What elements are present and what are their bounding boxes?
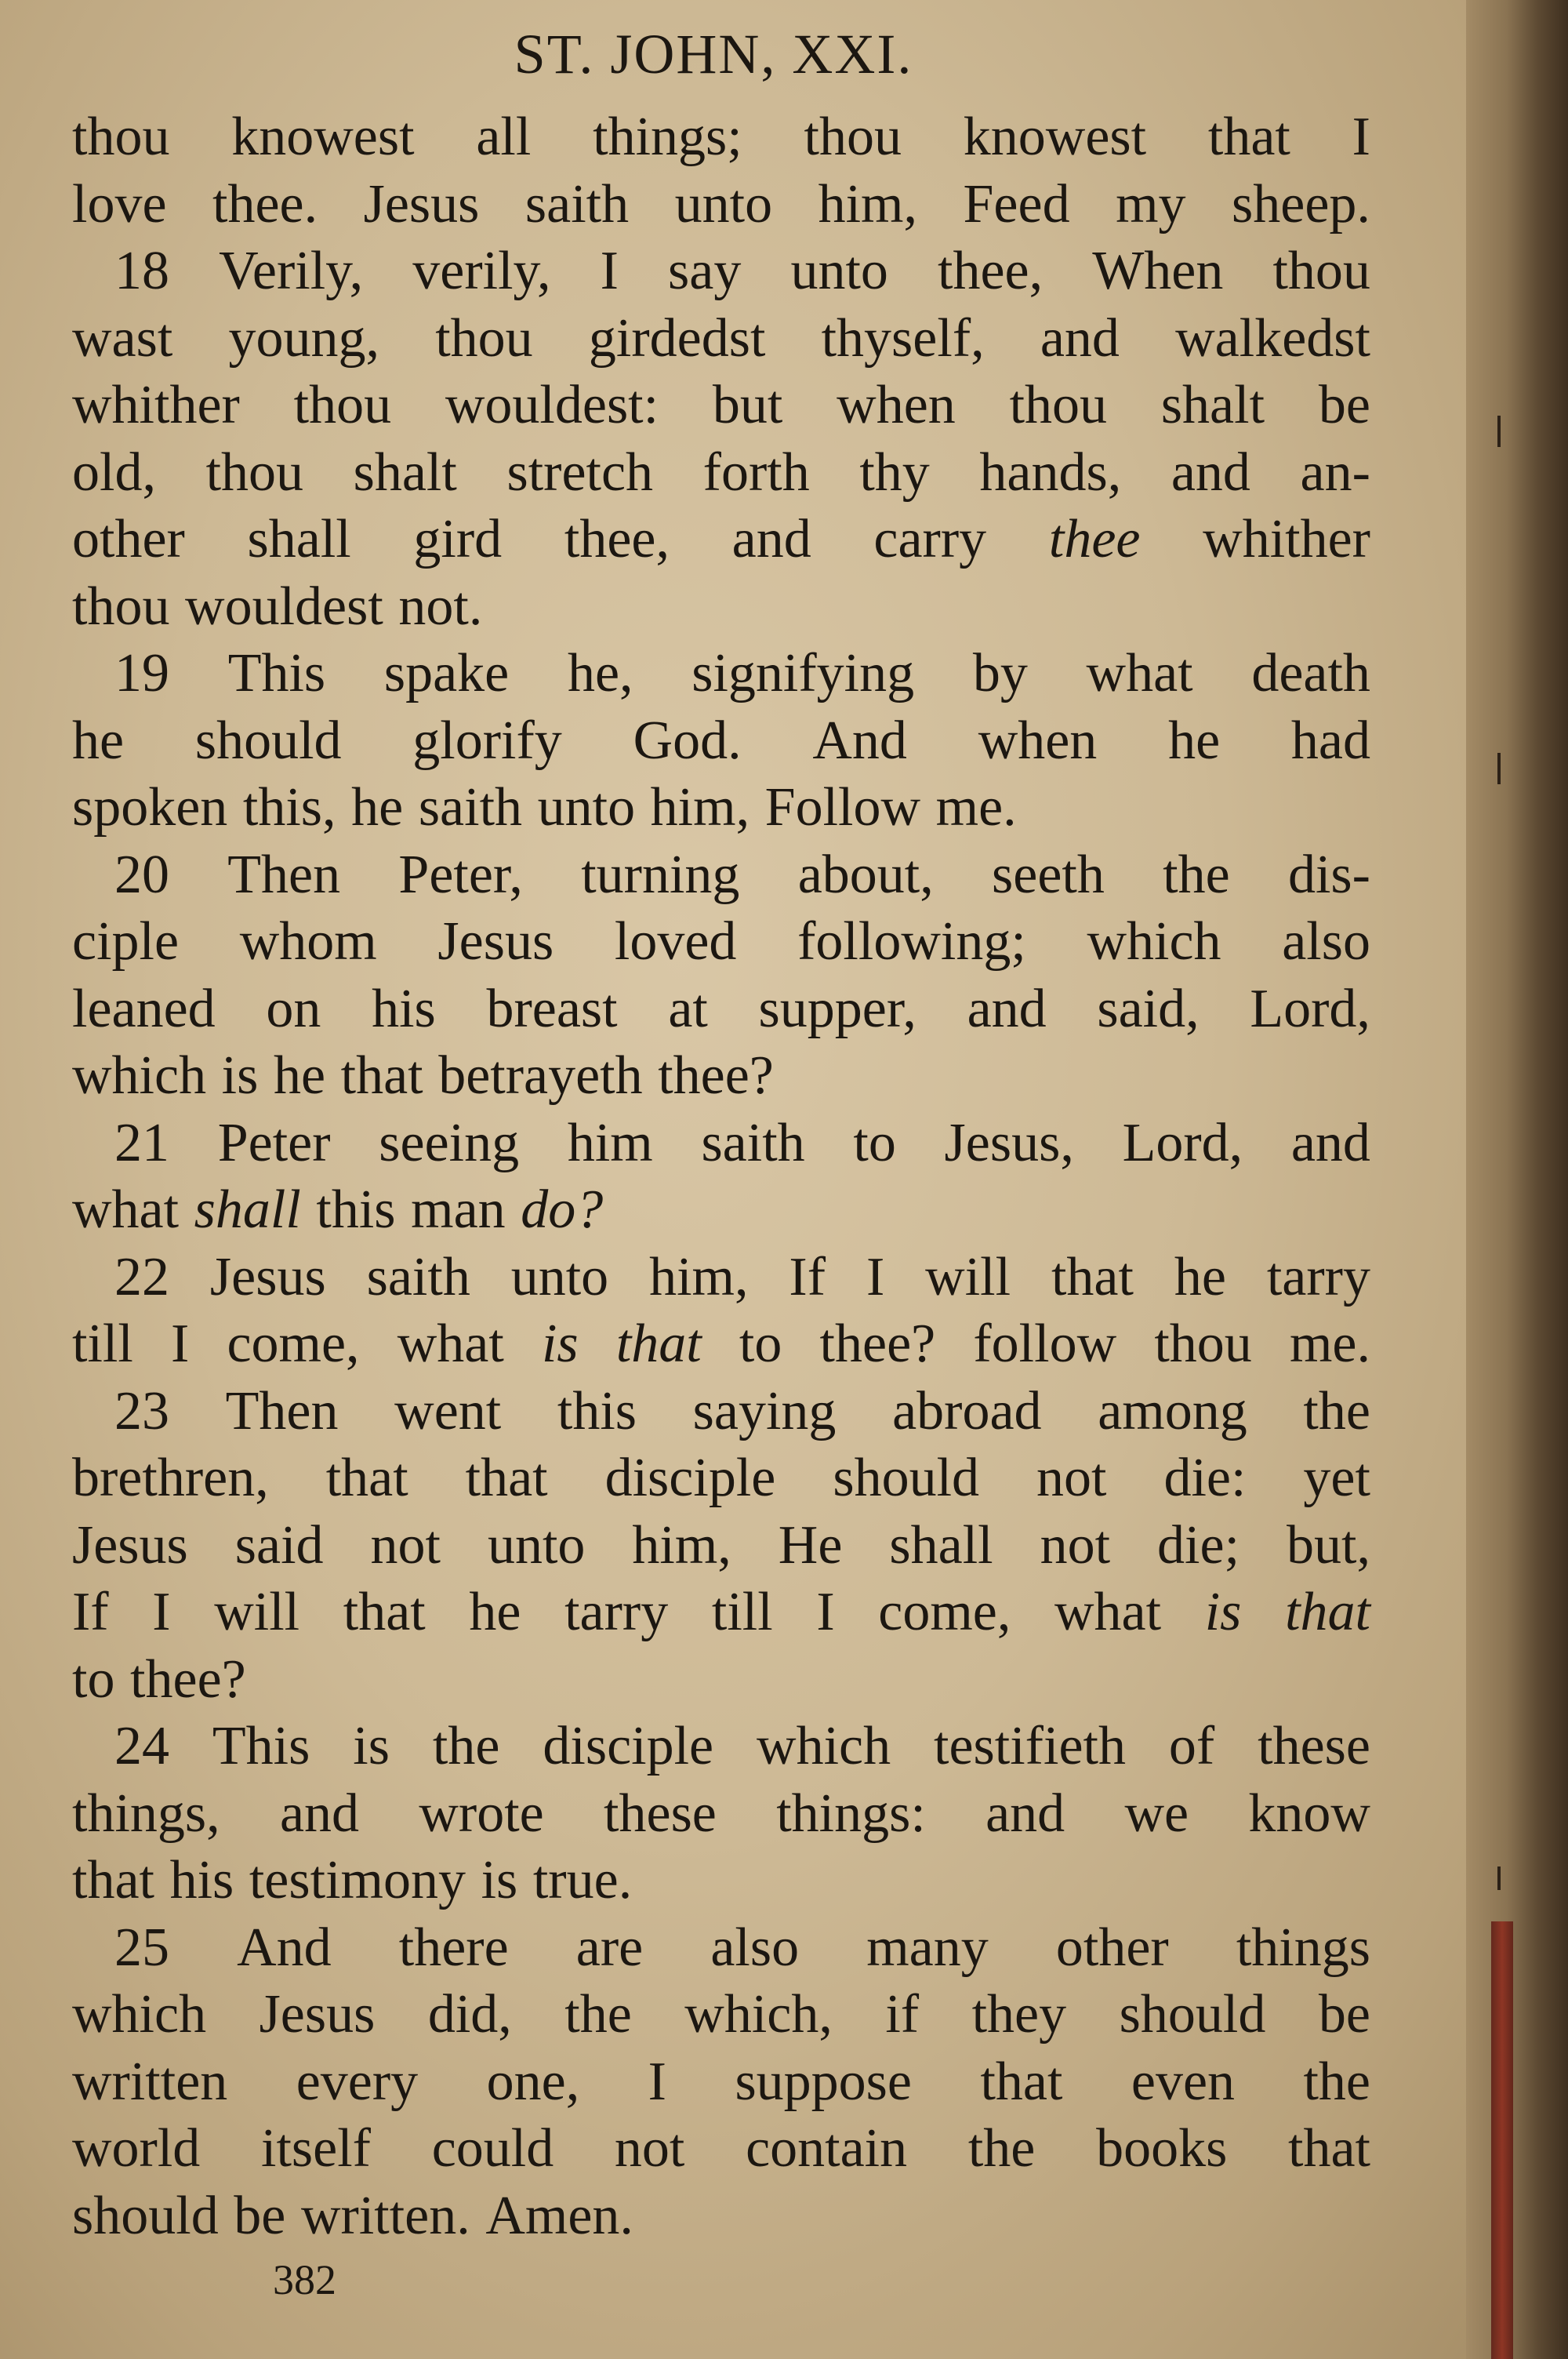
word: he (273, 1045, 326, 1106)
word: I (648, 2051, 666, 2112)
word: that (340, 1045, 423, 1106)
word: he (351, 777, 404, 838)
word: breast (486, 978, 618, 1039)
word: to (853, 1112, 896, 1173)
word: Jesus (209, 1246, 326, 1307)
word: this (316, 1180, 396, 1240)
word: know (1248, 1783, 1370, 1844)
word: death (1251, 643, 1370, 703)
word: disciple (543, 1716, 714, 1776)
word: many (866, 1917, 989, 1978)
word: brethren, (72, 1448, 269, 1508)
word: the (1163, 844, 1230, 905)
page-number: 382 (273, 2256, 336, 2303)
word: could (431, 2118, 554, 2179)
word: till (711, 1582, 773, 1642)
text-line (72, 1378, 1370, 1445)
word: verily, (412, 241, 551, 301)
word: wouldest (185, 576, 383, 637)
word: tarry (1266, 1246, 1370, 1307)
word: testifieth (934, 1716, 1126, 1776)
word: ciple (72, 911, 180, 972)
word: Lord, (1122, 1112, 1243, 1173)
word: glorify (412, 710, 562, 771)
word: he, (567, 643, 633, 703)
word: shalt (1160, 375, 1265, 435)
word: disciple (604, 1448, 776, 1508)
word: him, (649, 1246, 749, 1307)
word: that (72, 1850, 154, 1910)
word: testimony (249, 1850, 466, 1910)
word: among (1098, 1380, 1247, 1441)
text-line (72, 104, 1370, 171)
word: this, (242, 777, 336, 838)
word: should (1119, 1984, 1266, 2045)
word: Jesus (72, 1514, 188, 1576)
word: and (1040, 307, 1120, 369)
word: loved (614, 911, 737, 972)
word: will (925, 1246, 1011, 1307)
word: Lord, (1250, 978, 1370, 1039)
word: 21 (114, 1112, 169, 1173)
word: thou (293, 375, 392, 435)
word: every (296, 2051, 419, 2112)
word: Follow (764, 777, 921, 838)
word: me. (1289, 1314, 1370, 1374)
word: books (1096, 2118, 1228, 2179)
word: Feed (963, 173, 1070, 234)
word: spoken (72, 777, 228, 838)
word: Then (225, 1380, 339, 1441)
word: saith (418, 777, 523, 838)
word: to (739, 1314, 782, 1374)
text-line (72, 238, 1370, 305)
word: that (1207, 107, 1290, 167)
word: If (72, 1582, 109, 1642)
word: he (72, 710, 125, 771)
word: is (541, 1314, 579, 1374)
word: I (816, 1582, 835, 1642)
word: did, (427, 1984, 512, 2045)
word: follow (973, 1314, 1117, 1374)
text-line (72, 171, 1370, 238)
word: but, (1287, 1514, 1370, 1576)
word: he (1174, 1246, 1226, 1307)
text-line (72, 1780, 1370, 1848)
word: thyself, (821, 307, 985, 369)
word: dis- (1287, 844, 1370, 905)
word: unto (487, 1514, 586, 1576)
word: if (885, 1984, 920, 2045)
word: I (152, 1582, 171, 1642)
word: thou (1272, 241, 1370, 301)
word: me. (935, 777, 1017, 838)
running-head: ST. JOHN, XXI. (514, 23, 913, 85)
word: till (72, 1314, 133, 1374)
word: thee? (130, 1648, 246, 1710)
word: should (72, 2185, 219, 2246)
word: not (1040, 1514, 1111, 1576)
word: 20 (114, 844, 169, 905)
word: unto (674, 173, 773, 234)
word: that (1285, 1582, 1370, 1642)
edge-mark (1497, 1866, 1501, 1890)
text-line (72, 1310, 1370, 1378)
text-line (72, 774, 1370, 841)
word: come, (227, 1314, 360, 1374)
word: which (72, 1045, 207, 1106)
word: thee. (212, 173, 318, 234)
word: knowest (231, 107, 415, 167)
text-line (72, 1981, 1370, 2048)
word: I (170, 1314, 190, 1374)
text-line (72, 2048, 1370, 2116)
word: wouldest: (445, 375, 659, 435)
word: say (668, 241, 742, 301)
word: thou (435, 307, 533, 369)
word: that (980, 2051, 1063, 2112)
word: thee, (564, 509, 670, 569)
word: what (72, 1180, 180, 1240)
word: which (72, 1984, 207, 2045)
word: following; (797, 911, 1026, 972)
word: the (1303, 1380, 1370, 1441)
text-line (72, 1512, 1370, 1579)
word: shall (194, 1180, 301, 1240)
word: not. (398, 576, 483, 637)
word: supper, (758, 978, 916, 1039)
word: we (1124, 1783, 1189, 1844)
word: which (1087, 911, 1221, 972)
word: come, (878, 1582, 1011, 1642)
text-line (72, 1579, 1370, 1646)
word: Peter, (398, 844, 523, 905)
word: that (465, 1448, 548, 1508)
word: what (1086, 643, 1193, 703)
word: seeth (992, 844, 1105, 905)
word: that (1051, 1246, 1134, 1307)
word: young, (228, 307, 380, 369)
word: thou (1154, 1314, 1252, 1374)
word: shall (889, 1514, 993, 1576)
word: things, (72, 1783, 220, 1844)
word: these (604, 1783, 717, 1844)
word: had (1290, 710, 1370, 771)
word: saith (524, 173, 630, 234)
word: carry (873, 509, 987, 569)
word: thee? (658, 1045, 774, 1106)
word: and (1171, 442, 1250, 503)
word: seeing (379, 1112, 520, 1173)
word: wast (72, 307, 173, 369)
word: yet (1303, 1448, 1370, 1508)
word: whither (1203, 509, 1370, 569)
word: when (837, 375, 956, 435)
word: whither (72, 375, 240, 435)
word: things (1236, 1917, 1370, 1978)
text-line (72, 1445, 1370, 1512)
word: shalt (353, 442, 457, 503)
word: is (481, 1850, 518, 1910)
word: world (72, 2118, 201, 2179)
word: the (967, 2118, 1036, 2179)
word: 23 (114, 1380, 169, 1441)
word: unto (510, 1246, 609, 1307)
word: spake (383, 643, 510, 703)
word: thou (205, 442, 304, 503)
word: die; (1157, 1514, 1240, 1576)
word: even (1131, 2051, 1236, 2112)
text-line (72, 1847, 1370, 1914)
word: sheep. (1232, 173, 1370, 234)
text-line (72, 1176, 1370, 1244)
word: and (967, 978, 1047, 1039)
word: thou (72, 107, 170, 167)
word: be (1318, 375, 1370, 435)
word: be (1318, 1984, 1370, 2045)
text-line (72, 1110, 1370, 1177)
word: is (1204, 1582, 1242, 1642)
word: unto (790, 241, 888, 301)
word: and (731, 509, 811, 569)
word: I (866, 1246, 885, 1307)
word: should (194, 710, 342, 771)
word: that (615, 1314, 702, 1374)
word: things; (593, 107, 742, 167)
word: I (1352, 107, 1370, 167)
word: do? (521, 1180, 604, 1240)
word: suppose (735, 2051, 912, 2112)
word: at (668, 978, 708, 1039)
word: die: (1163, 1448, 1247, 1508)
word: which, (684, 1984, 833, 2045)
word: 25 (114, 1917, 169, 1978)
word: turning (581, 844, 740, 905)
word: of (1168, 1716, 1215, 1776)
text-line (72, 1914, 1370, 1982)
text-line (72, 573, 1370, 641)
word: old, (72, 442, 156, 503)
word: Jesus, (944, 1112, 1074, 1173)
word: 22 (114, 1246, 169, 1307)
word: went (394, 1380, 502, 1441)
word: true. (532, 1850, 633, 1910)
word: not (1036, 1448, 1107, 1508)
word: 19 (114, 643, 169, 703)
word: he (1168, 710, 1221, 771)
word: on (266, 978, 321, 1039)
word: that (325, 1448, 408, 1508)
word: And (812, 710, 907, 771)
word: are (575, 1917, 644, 1978)
word: And (237, 1917, 332, 1978)
word: what (1054, 1582, 1162, 1642)
word: thou (1009, 375, 1108, 435)
word: If (789, 1246, 826, 1307)
word: also (710, 1917, 800, 1978)
word: his (169, 1850, 234, 1910)
word: 24 (114, 1716, 169, 1776)
book-gutter (1466, 0, 1568, 2359)
word: knowest (963, 107, 1147, 167)
edge-mark (1497, 416, 1501, 447)
text-line (72, 506, 1370, 573)
text-line (72, 439, 1370, 507)
word: God. (633, 710, 742, 771)
word: him (567, 1112, 653, 1173)
word: him, (632, 1514, 731, 1576)
word: man (411, 1180, 506, 1240)
word: written. (300, 2185, 470, 2246)
word: Jesus (259, 1984, 376, 2045)
word: When (1092, 241, 1224, 301)
word: my (1116, 173, 1186, 234)
word: This (212, 1716, 310, 1776)
word: and (279, 1783, 360, 1844)
word: Jesus (437, 911, 554, 972)
word: walkedst (1175, 307, 1370, 369)
word: saying (692, 1380, 837, 1441)
word: this (557, 1380, 637, 1441)
text-line (72, 908, 1370, 976)
word: leaned (72, 978, 216, 1039)
word: gird (413, 509, 503, 569)
text-line (72, 305, 1370, 373)
word: he (469, 1582, 521, 1642)
text-line (72, 640, 1370, 707)
word: him, (818, 173, 917, 234)
text-line (72, 1042, 1370, 1110)
word: love (72, 173, 167, 234)
edge-mark (1497, 753, 1501, 784)
word: Then (227, 844, 341, 905)
word: an- (1300, 442, 1370, 503)
word: written (72, 2051, 228, 2112)
word: signifying (691, 643, 915, 703)
word: saith (366, 1246, 470, 1307)
word: one, (486, 2051, 580, 2112)
word: but (712, 375, 783, 435)
word: thy (859, 442, 930, 503)
text-line (72, 707, 1370, 775)
word: This (227, 643, 326, 703)
word: thee, (938, 241, 1044, 301)
word: I (600, 241, 619, 301)
word: all (476, 107, 532, 167)
word: is (221, 1045, 259, 1106)
word: unto (537, 777, 636, 838)
word: be (234, 2185, 286, 2246)
text-line (72, 1713, 1370, 1780)
word: his (372, 978, 436, 1039)
word: that (343, 1582, 426, 1642)
word: saith (701, 1112, 805, 1173)
word: there (398, 1917, 509, 1978)
word: shall (247, 509, 351, 569)
word: to (72, 1648, 115, 1710)
word: whom (239, 911, 377, 972)
text-line (72, 2183, 1370, 2250)
word: which (757, 1716, 891, 1776)
word: abroad (892, 1380, 1042, 1441)
word: He (778, 1514, 843, 1576)
scripture-text (72, 104, 1370, 2249)
word: thou (72, 576, 170, 637)
word: the (564, 1984, 632, 2045)
word: itself (261, 2118, 371, 2179)
word: Amen. (485, 2185, 633, 2246)
word: other (72, 509, 185, 569)
word: girdedst (588, 307, 766, 369)
word: tarry (564, 1582, 669, 1642)
text-line (72, 1244, 1370, 1311)
word: betrayeth (438, 1045, 643, 1106)
word: and (985, 1783, 1065, 1844)
word: hands, (979, 442, 1122, 503)
word: is (353, 1716, 390, 1776)
text-line (72, 976, 1370, 1043)
red-page-edge (1491, 1921, 1513, 2359)
word: contain (746, 2118, 908, 2179)
word: these (1258, 1716, 1370, 1776)
word: things: (776, 1783, 926, 1844)
word: thou (804, 107, 902, 167)
word: they (971, 1984, 1067, 2045)
word: and (1290, 1112, 1370, 1173)
word: should (833, 1448, 980, 1508)
word: other (1055, 1917, 1169, 1978)
text-line (72, 372, 1370, 439)
word: about, (797, 844, 934, 905)
word: that (1288, 2118, 1370, 2179)
word: him, (650, 777, 750, 838)
word: thee? (819, 1314, 936, 1374)
word: forth (702, 442, 810, 503)
word: thee (1048, 509, 1141, 569)
word: will (214, 1582, 300, 1642)
word: Verily, (219, 241, 364, 301)
word: not (614, 2118, 685, 2179)
word: said (234, 1514, 324, 1576)
text-line (72, 2115, 1370, 2183)
word: said, (1097, 978, 1200, 1039)
text-line (72, 1646, 1370, 1714)
word: what (397, 1314, 504, 1374)
word: the (1303, 2051, 1370, 2112)
word: the (432, 1716, 500, 1776)
word: also (1282, 911, 1370, 972)
word: not (370, 1514, 441, 1576)
word: when (978, 710, 1098, 771)
word: 18 (114, 241, 169, 301)
word: Peter (217, 1112, 331, 1173)
word: wrote (419, 1783, 544, 1844)
text-line (72, 841, 1370, 909)
word: Jesus (363, 173, 480, 234)
word: by (972, 643, 1028, 703)
word: stretch (506, 442, 654, 503)
